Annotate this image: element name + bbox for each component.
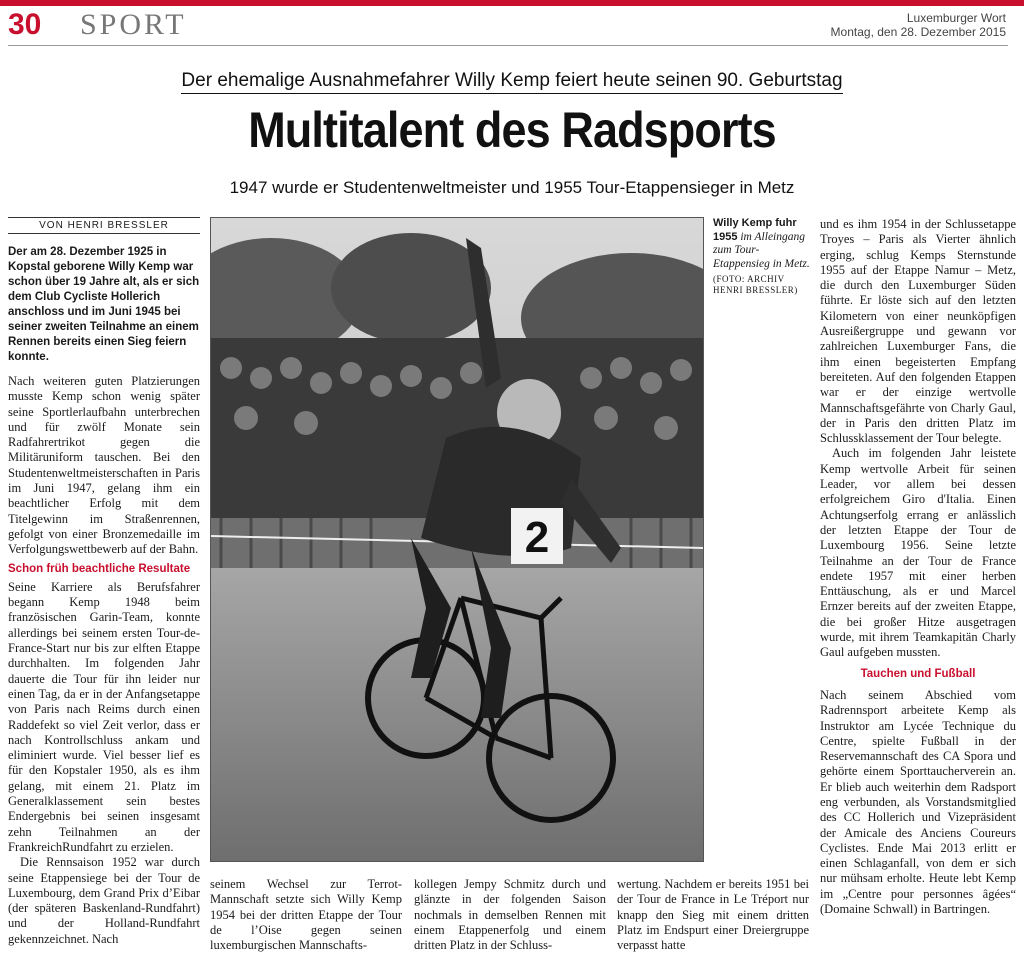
caption-italic: im Alleingang zum Tour-Etappensieg in Metz. xyxy=(713,230,810,270)
paragraph: und es ihm 1954 in der Schlussetappe Troyes – Paris als Vierter ähnlich erging, schlug Kemps Sternstunde 1955 auf der Etappe Namur – Metz, die durch den Luxemburger Süden führte. Er löste sich auf den letzten Kilometern von einer neunköpfigen Ausreißergruppe und gewann vor zahlreichen Luxemburger Fans, die ihm einen begeisterten Empfang bereiteten. Auf den folgenden Etappen war er der einzige wertvolle Mannschaftsgefährte von Charly Gaul, der in Paris den dritten Platz im Schlussklassement der Tour belegte. xyxy=(820,217,1016,446)
paragraph: Nach seinem Abschied vom Radrennsport arbeitete Kemp als Instruktor am Lycée Technique du Centre, spielte Fußball in der Reservemannschaft des CA Spora und gehörte einem Sporttaucherverein an. Er blieb auch weiterhin dem Radsport eng verbunden, als Vorstandsmitglied des CC Hollerich und Vizepräsident der Amicale des Anciens Coureurs Cyclistes. Ende Mai 2013 erlitt er einen Schlaganfall, von dem er sich nur mühsam erholte. Heute lebt Kemp im „Centre pour personnes âgées“ (Domaine Schwall) in Bartringen. xyxy=(820,687,1016,917)
column-5 xyxy=(820,217,1016,917)
kicker-text: Der ehemalige Ausnahmefahrer Willy Kemp feiert heute seinen 90. Geburtstag xyxy=(181,70,842,94)
jersey-number: 2 xyxy=(524,513,550,562)
subheading: Tauchen und Fußball xyxy=(860,667,976,680)
issue-date: Montag, den 28. Dezember 2015 xyxy=(830,25,1006,39)
column-2-bottom xyxy=(210,877,402,953)
paragraph: Auch im folgenden Jahr leistete Kemp wertvolle Arbeit für seinen Leader, vor allem bei dessen erfolgreichem Giro d'Italia. Einen Achtungserfolg errang er anlässlich der letzten Etappe der Tour de Luxembourg 1956. Seine letzte Teilnahme an der Tour de France endete 1957 mit einer herben Enttäuschung, als er und Marcel Ernzer bereits auf der zweiten Etappe, die bei großer Hitze ausgetragen wurde, mit ihrem Teamkapitän Charly Gaul aufgeben mussten. xyxy=(820,446,1016,660)
photo-caption xyxy=(713,217,813,296)
paragraph: kollegen Jempy Schmitz durch und glänzte in der folgenden Saison nochmals in demselben Rennen mit einem Etappenerfolg und einem dritten Platz in der Schluss- xyxy=(414,877,606,953)
page-number: 30 xyxy=(8,8,42,41)
header-rule xyxy=(8,45,1008,46)
paragraph: Seine Karriere als Berufsfahrer begann Kemp 1948 beim französischen Garin-Team, konnte allerdings bei seinem ersten Tour-de-France-Start nur bis zur elften Etappe durchhalten. Im folgenden Jahr dauerte die Tour für ihn leider nur einen Tag, da er in der Anfangsetappe von Paris nach Reims durch einen Raddefekt so viel Zeit verlor, dass er nach Kontrollschluss ankam und eliminiert wurde. Viel besser lief es für den Kopstaler 1950, als es ihm gelang, mit einem 21. Platz im Generalklassement sein bestes Endergebnis bei seinen insgesamt zehn Teilnahmen an der FrankreichRundfahrt zu erzielen. xyxy=(8,579,200,854)
article-subheadline: 1947 wurde er Studentenweltmeister und 1955 Tour-Etappensieger in Metz xyxy=(229,178,795,197)
column-3-bottom xyxy=(414,877,606,953)
column-1 xyxy=(8,245,200,947)
article-lead: Der am 28. Dezember 1925 in Kopstal geborene Willy Kemp war schon über 19 Jahre alt, als er sich dem Club Cycliste Hollerich anschloss und im Juni 1945 bei seiner zweiten Teilnahme an einem Rennen bereits einen Sieg feiern konnte. xyxy=(8,246,200,363)
subheading: Schon früh beachtliche Resultate xyxy=(8,562,191,575)
paragraph: seinem Wechsel zur Terrot-Mannschaft setzte sich Willy Kemp 1954 bei der dritten Etappe der Tour de l’Oise gegen seinen luxemburgischen Mannschafts- xyxy=(210,877,402,953)
article-headline: Multitalent des Radsports xyxy=(248,102,776,158)
byline: VON HENRI BRESSLER xyxy=(8,217,200,234)
paragraph: Die Rennsaison 1952 war durch seine Etappensiege bei der Tour de Luxembourg, dem Grand Prix d’Eibar (der späteren Baskenland-Rundfahrt) und der Holland-Rundfahrt gekennzeichnet. Nach xyxy=(8,855,200,946)
masthead xyxy=(831,11,1006,39)
article-kicker xyxy=(0,70,1024,92)
caption-bold: Willy Kemp fuhr 1955 xyxy=(713,217,797,243)
cyclist-photo xyxy=(210,217,704,862)
section-title: SPORT xyxy=(80,8,187,41)
top-red-bar xyxy=(0,0,1024,6)
column-4-bottom xyxy=(617,877,809,953)
photo-credit: (FOTO: ARCHIV HENRI BRESSLER) xyxy=(713,274,798,295)
photo-illustration xyxy=(211,218,704,862)
paragraph: Nach weiteren guten Platzierungen musste Kemp schon wenig später seine Sportlerlaufbahn unterbrechen und für zwölf Monate sein Radfahrertrikot gegen die Militäruniform tauschen. Bei den Studentenweltmeisterschaften in Paris im Juni 1947, gelang ihm ein beachtlicher Erfolg mit dem Titelgewinn im Straßenrennen, gefolgt von einer Bronzemedaille im Verfolgungswettbewerb auf der Bahn. xyxy=(8,374,200,557)
paragraph: wertung. Nachdem er bereits 1951 bei der Tour de France in Le Tréport nur knapp den Sieg mit einem dritten Platz im Endspurt einer Dreiergruppe verpasst hatte xyxy=(617,877,809,953)
newspaper-name: Luxemburger Wort xyxy=(906,11,1006,25)
